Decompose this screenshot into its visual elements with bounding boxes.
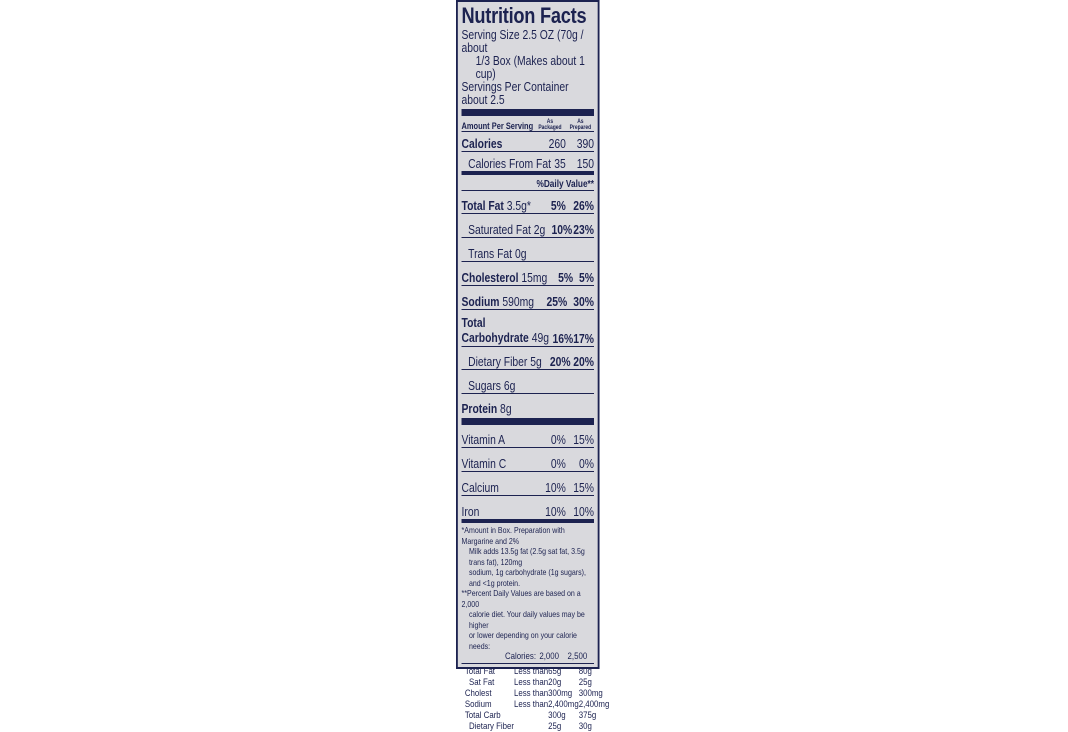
dv-row: Sat Fat Less than 20g 25g	[468, 677, 592, 688]
calories-row: Calories 260 390	[461, 137, 594, 151]
vitamin-row-a: Vitamin A 0% 15%	[461, 433, 594, 447]
nutrient-row-total-carbohydrate: Total Carbohydrate 49g 16% 17%	[461, 316, 594, 346]
col-prepared-header: As Prepared	[569, 119, 592, 131]
footnotes: *Amount in Box. Preparation with Margarine and 2% Milk adds 13.5g fat (2.5g sat fat, 3.5g trans fat), 120mg sodium, 1g carbohydrate (1g sugars), and <1g protein. **Percent Daily Values are based on a 2,000 calorie diet. Your daily values may be higher or lower depending on your calorie needs:	[461, 525, 586, 651]
dv-row: Total Fat Less than 65g 80g	[464, 666, 592, 677]
dv-row: Dietary Fiber 25g 30g	[468, 721, 592, 732]
col-packaged-header: As Packaged	[538, 119, 562, 131]
calories-from-fat-row: Calories From Fat 35 150	[468, 157, 594, 171]
amount-header-row	[462, 117, 594, 131]
nutrient-row-saturated-fat: Saturated Fat 2g 10% 23%	[468, 223, 594, 237]
nutrient-row-cholesterol: Cholesterol 15mg 5% 5%	[461, 271, 594, 285]
serving-info	[462, 29, 594, 107]
servings-per-container: Servings Per Container about 2.5	[461, 80, 569, 107]
vitamin-row-calcium: Calcium 10% 15%	[461, 481, 594, 495]
nutrient-row-sugars: Sugars 6g	[468, 379, 516, 393]
dv-calories-row: Calories: 2,000 2,500	[504, 651, 588, 662]
nutrient-row-total-fat: Total Fat 3.5g* 5% 26%	[461, 199, 594, 213]
serving-size-line2: 1/3 Box (Makes about 1 cup)	[475, 54, 585, 81]
nutrient-row-protein: Protein 8g	[461, 402, 512, 416]
divider	[462, 663, 594, 664]
daily-values-table	[462, 651, 594, 662]
dv-row: Sodium Less than 2,400mg 2,400mg	[464, 699, 610, 710]
serving-size-line1: Serving Size 2.5 OZ (70g / about	[461, 28, 584, 55]
daily-value-header: %Daily Value**	[536, 179, 594, 190]
label-title: Nutrition Facts	[461, 3, 587, 28]
dv-row: Cholest Less than 300mg 300mg	[464, 688, 603, 699]
nutrient-row-dietary-fiber: Dietary Fiber 5g 20% 20%	[468, 355, 594, 369]
vitamin-row-c: Vitamin C 0% 0%	[461, 457, 594, 471]
nutrition-facts-label	[456, 0, 610, 732]
nutrient-row-trans-fat: Trans Fat 0g	[468, 247, 527, 261]
divider-thick	[462, 418, 594, 425]
divider-thick	[462, 109, 594, 116]
dv-row: Total Carb 300g 375g	[464, 710, 597, 721]
nutrient-row-sodium: Sodium 590mg 25% 30%	[461, 295, 594, 309]
vitamin-row-iron: Iron 10% 10%	[461, 505, 594, 519]
daily-values-limits	[462, 666, 610, 732]
amount-per-serving: Amount Per Serving	[461, 121, 534, 131]
